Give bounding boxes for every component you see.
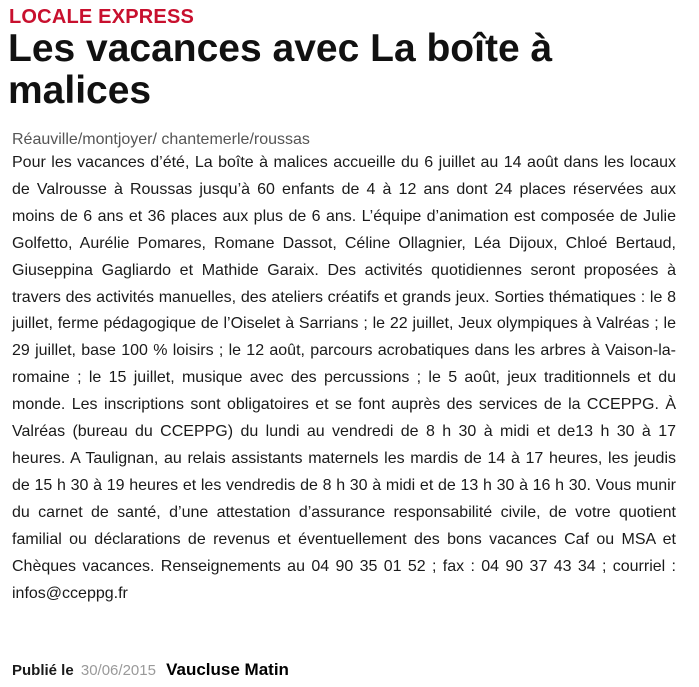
article-footer [12,660,289,681]
published-date: 30/06/2015 [80,662,156,679]
article-body: Pour les vacances d’été, La boîte à malices accueille du 6 juillet au 14 août dans les locaux de Valrousse à Roussas jusqu’à 60 enfants de 4 à 12 ans dont 24 places réservées aux moins de 6 ans et 36 places aux plus de 6 ans. L’équipe d’animation est composée de Julie Golfetto, Aurélie Pomares, Romane Dassot, Céline Ollagnier, Léa Dijoux, Chloé Bertaud, Giuseppina Gagliardo et Mathide Garaix. Des activités quotidiennes seront proposées à travers des activités manuelles, des ateliers créatifs et grands jeux. Sorties thématiques : le 8 juillet, ferme pédagogique de l’Oiselet à Sarrians ; le 22 juillet, Jeux olympiques à Valréas ; le 29 juillet, base 100 % loisirs ; le 12 août, parcours acrobatiques dans les arbres à Vaison-la-romaine ; le 15 juillet, musique avec des percussions ; le 5 août, jeux traditionnels et du monde. Les inscriptions sont obligatoires et se font auprès des services de la CCEPPG. À Valréas (bureau du CCEPPG) du lundi au vendredi de 8 h 30 à midi et de13 h 30 à 17 heures. A Taulignan, au relais assistants maternels les mardis de 14 à 17 heures, les jeudis de 15 h 30 à 19 heures et les vendredis de 8 h 30 à midi et de 13 h 30 à 16 h 30. Vous munir du carnet de santé, d’une attestation d’assurance responsabilité civile, de votre quotient familial ou déclarations de revenus et éventuellement des bons vacances Caf ou MSA et Chèques vacances. Renseignements au 04 90 35 01 52 ; fax : 04 90 37 43 34 ; courriel : infos@cceppg.fr [12,154,676,602]
section-rubric: LOCALE EXPRESS [9,6,195,28]
published-label: Publié le [12,662,74,679]
article-title: Les vacances avec La boîte à malices [8,27,553,112]
source-name: Vaucluse Matin [166,660,289,679]
article-location: Réauville/montjoyer/ chantemerle/roussas [12,131,310,148]
